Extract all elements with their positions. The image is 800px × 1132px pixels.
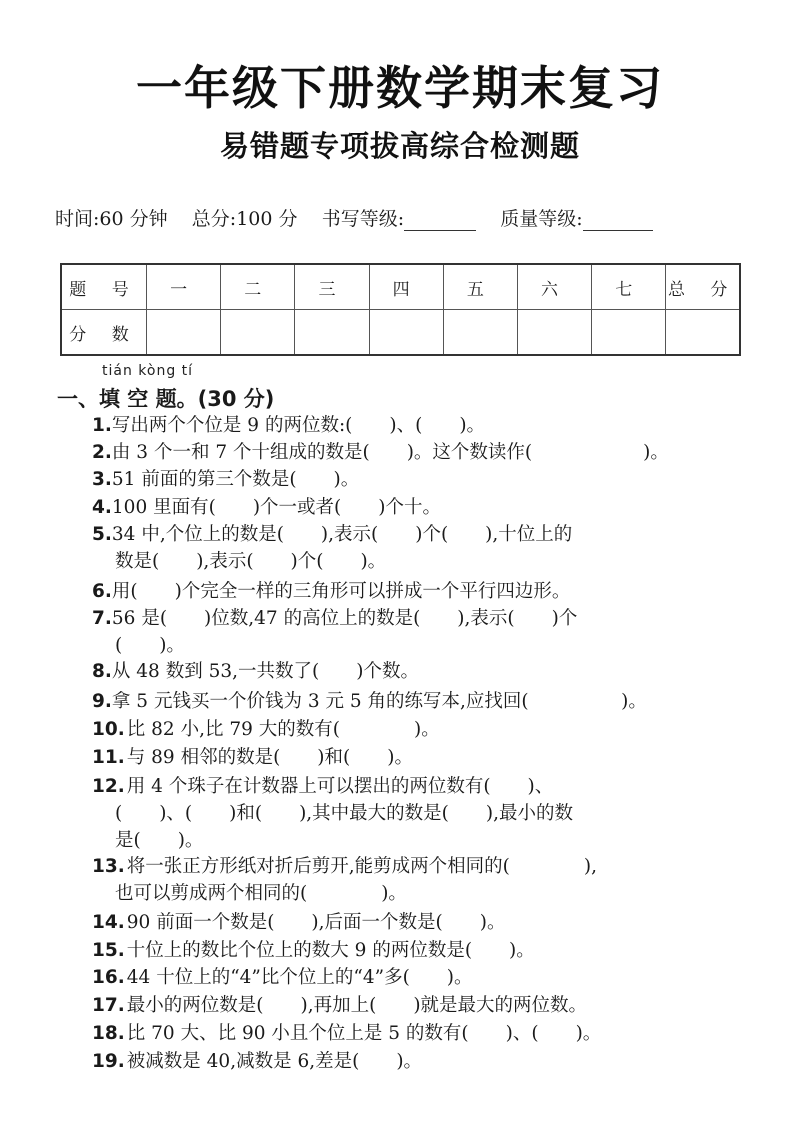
score-cell[interactable] <box>666 310 740 356</box>
question-number: 19. <box>92 1051 125 1072</box>
question-line: 6.用( )个完全一样的三角形可以拼成一个平行四边形。 <box>92 581 571 602</box>
score-cell[interactable] <box>369 310 443 356</box>
total-score: 总分:100 分 <box>191 208 298 230</box>
quality-grade-blank[interactable] <box>583 210 653 231</box>
question-1 <box>92 412 752 439</box>
question-5 <box>92 521 752 575</box>
question-line: 10. 比 82 小,比 79 大的数有( )。 <box>92 719 440 740</box>
question-19 <box>92 1048 752 1075</box>
question-8 <box>92 658 752 685</box>
question-number: 11. <box>92 747 125 768</box>
question-number: 17. <box>92 995 125 1016</box>
page-subtitle: 易错题专项拔高综合检测题 <box>219 129 580 163</box>
question-2 <box>92 439 752 466</box>
question-13 <box>92 853 752 907</box>
section-pinyin: tián kòng tí <box>102 363 194 379</box>
score-cell[interactable] <box>517 310 591 356</box>
question-line: 1.写出两个个位是 9 的两位数:( )、( )。 <box>92 415 486 436</box>
question-16 <box>92 964 752 991</box>
question-number: 14. <box>92 912 125 933</box>
question-line: 12. 用 4 个珠子在计数器上可以摆出的两位数有( )、 <box>92 776 554 797</box>
question-number: 12. <box>92 776 125 797</box>
page-title: 一年级下册数学期末复习 <box>136 61 664 115</box>
question-17 <box>92 992 752 1019</box>
question-number: 5. <box>92 524 112 545</box>
quality-grade-label: 质量等级: <box>500 208 583 230</box>
question-number: 16. <box>92 967 125 988</box>
question-line: 2.由 3 个一和 7 个十组成的数是( )。这个数读作( )。 <box>92 442 669 463</box>
question-line: 19. 被减数是 40,减数是 6,差是( )。 <box>92 1051 423 1072</box>
question-line: 16. 44 十位上的“4”比个位上的“4”多( )。 <box>92 967 473 988</box>
score-header-cell: 题 号 <box>61 264 147 310</box>
question-number: 6. <box>92 581 112 602</box>
question-line: 11. 与 89 相邻的数是( )和( )。 <box>92 747 413 768</box>
score-header-cell: 六 <box>517 264 591 310</box>
question-number: 10. <box>92 719 125 740</box>
question-line: 9.拿 5 元钱买一个价钱为 3 元 5 角的练写本,应找回( )。 <box>92 691 647 712</box>
question-10 <box>92 716 752 743</box>
question-line: 数是( ),表示( )个( )。 <box>115 551 387 572</box>
question-line: 也可以剪成两个相同的( )。 <box>115 883 407 904</box>
question-line: 5.34 中,个位上的数是( ),表示( )个( ),十位上的 <box>92 524 573 545</box>
question-number: 15. <box>92 940 125 961</box>
question-number: 8. <box>92 661 112 682</box>
score-header-cell: 七 <box>592 264 666 310</box>
question-number: 18. <box>92 1023 125 1044</box>
question-number: 2. <box>92 442 112 463</box>
time-limit: 时间:60 分钟 <box>55 208 168 230</box>
question-14 <box>92 909 752 936</box>
question-line: 17. 最小的两位数是( ),再加上( )就是最大的两位数。 <box>92 995 588 1016</box>
question-number: 3. <box>92 469 112 490</box>
score-cell[interactable] <box>147 310 221 356</box>
writing-grade-label: 书写等级: <box>321 208 405 230</box>
question-12 <box>92 773 752 854</box>
score-header-cell: 五 <box>443 264 517 310</box>
question-line: 14. 90 前面一个数是( ),后面一个数是( )。 <box>92 912 506 933</box>
question-3 <box>92 466 752 493</box>
question-number: 1. <box>92 415 112 436</box>
question-line: ( )、( )和( ),其中最大的数是( ),最小的数 <box>115 803 574 824</box>
question-18 <box>92 1020 752 1047</box>
score-cell[interactable] <box>443 310 517 356</box>
question-number: 9. <box>92 691 112 712</box>
score-table-header-row <box>61 264 740 310</box>
question-6 <box>92 578 752 605</box>
question-line: 是( )。 <box>115 830 204 851</box>
question-15 <box>92 937 752 964</box>
score-row-label: 分 数 <box>61 310 147 356</box>
question-line: 15. 十位上的数比个位上的数大 9 的两位数是( )。 <box>92 940 535 961</box>
score-header-cell: 三 <box>295 264 369 310</box>
writing-grade-blank[interactable] <box>404 210 476 231</box>
score-cell[interactable] <box>592 310 666 356</box>
question-line: ( )。 <box>115 635 185 656</box>
score-header-cell: 一 <box>147 264 221 310</box>
question-4 <box>92 494 752 521</box>
question-7 <box>92 605 752 659</box>
question-line: 13. 将一张正方形纸对折后剪开,能剪成两个相同的( ), <box>92 856 597 877</box>
section-heading: 一、填 空 题。(30 分) <box>57 387 275 411</box>
question-number: 13. <box>92 856 125 877</box>
question-number: 7. <box>92 608 112 629</box>
score-header-cell: 四 <box>369 264 443 310</box>
score-cell[interactable] <box>295 310 369 356</box>
question-line: 18. 比 70 大、比 90 小且个位上是 5 的数有( )、( )。 <box>92 1023 602 1044</box>
question-line: 3.51 前面的第三个数是( )。 <box>92 469 360 490</box>
question-11 <box>92 744 752 771</box>
score-cell[interactable] <box>221 310 295 356</box>
question-line: 4.100 里面有( )个一或者( )个十。 <box>92 497 441 518</box>
score-table <box>60 263 741 356</box>
question-number: 4. <box>92 497 112 518</box>
exam-meta <box>55 204 755 231</box>
score-table-score-row <box>61 310 740 356</box>
score-header-cell: 二 <box>221 264 295 310</box>
score-header-cell: 总 分 <box>666 264 740 310</box>
question-9 <box>92 688 752 715</box>
question-line: 7.56 是( )位数,47 的高位上的数是( ),表示( )个 <box>92 608 578 629</box>
question-line: 8.从 48 数到 53,一共数了( )个数。 <box>92 661 419 682</box>
